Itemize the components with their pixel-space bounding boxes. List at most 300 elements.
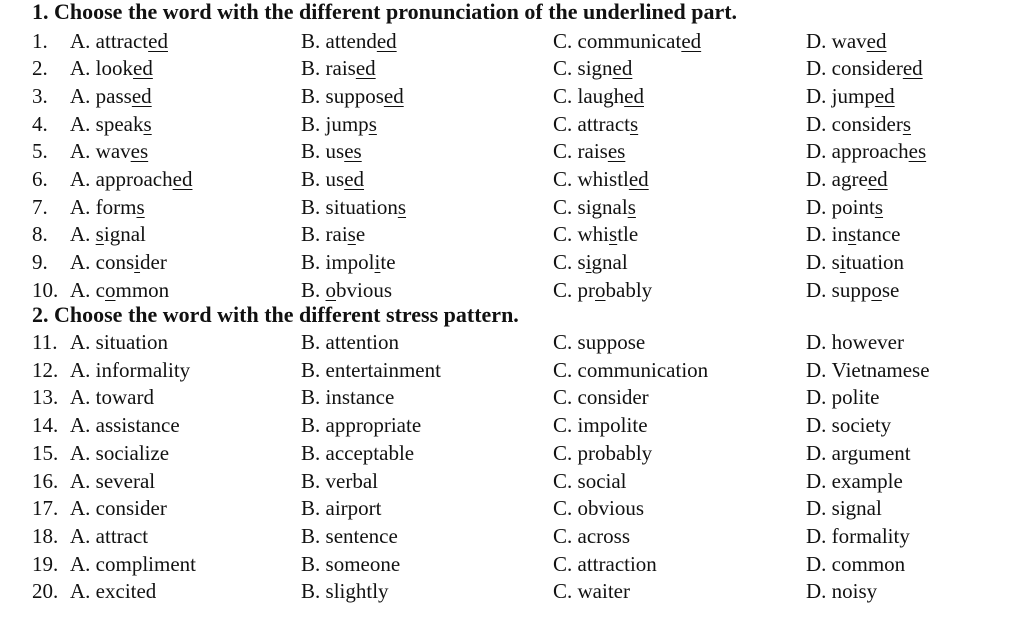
option-word-start: pass bbox=[95, 83, 132, 108]
underlined-part: es bbox=[344, 139, 362, 164]
option-word-start: in bbox=[831, 222, 849, 247]
question-row bbox=[0, 138, 1024, 166]
answer-option-d bbox=[806, 523, 910, 550]
underlined-part: ed bbox=[148, 28, 168, 53]
option-word-start: slightly bbox=[325, 579, 389, 604]
answer-option-a bbox=[70, 384, 154, 411]
option-word-start: society bbox=[831, 413, 892, 438]
answer-option-a bbox=[70, 83, 152, 110]
answer-option-a bbox=[70, 551, 196, 578]
question-row bbox=[0, 55, 1024, 83]
option-word-start: toward bbox=[95, 385, 154, 410]
option-letter: C. bbox=[553, 357, 573, 382]
answer-option-a bbox=[70, 468, 155, 495]
answer-option-d bbox=[806, 221, 901, 248]
answer-option-c bbox=[553, 28, 701, 55]
answer-option-d bbox=[806, 28, 887, 55]
option-word-start: signal bbox=[577, 194, 628, 219]
question-row bbox=[0, 468, 1024, 496]
option-word-start: consider bbox=[95, 496, 167, 521]
option-word-end: mmon bbox=[115, 277, 170, 302]
option-word-start: situation bbox=[325, 194, 398, 219]
option-word-start: consider bbox=[577, 385, 649, 410]
question-number: 19. bbox=[32, 551, 59, 576]
option-letter: D. bbox=[806, 523, 827, 548]
option-word-start: obvious bbox=[577, 496, 645, 521]
option-word-end: bvious bbox=[336, 277, 393, 302]
option-letter: C. bbox=[553, 222, 573, 247]
underlined-part: s bbox=[368, 111, 377, 136]
underlined-part: s bbox=[629, 111, 639, 136]
underlined-part: es bbox=[607, 139, 626, 164]
question-number: 9. bbox=[32, 250, 48, 275]
question-row bbox=[0, 384, 1024, 412]
option-letter: B. bbox=[301, 579, 321, 604]
answer-option-b bbox=[301, 138, 362, 165]
option-word-end: se bbox=[881, 277, 900, 302]
option-word-start: communicat bbox=[577, 28, 682, 53]
option-letter: C. bbox=[553, 413, 573, 438]
question-number: 8. bbox=[32, 222, 48, 247]
option-word-start: consider bbox=[831, 111, 903, 136]
option-word-start: acceptable bbox=[325, 440, 415, 465]
answer-option-c bbox=[553, 578, 630, 605]
option-letter: B. bbox=[301, 28, 321, 53]
option-word-start: cons bbox=[95, 250, 135, 275]
option-letter: A. bbox=[70, 440, 91, 465]
question-row bbox=[0, 495, 1024, 523]
option-letter: C. bbox=[553, 250, 573, 275]
underlined-part: es bbox=[908, 139, 927, 164]
answer-option-d bbox=[806, 412, 891, 439]
answer-option-c bbox=[553, 329, 645, 356]
answer-option-a bbox=[70, 55, 153, 82]
question-number: 6. bbox=[32, 167, 48, 191]
option-word-start: jump bbox=[325, 111, 369, 136]
option-letter: D. bbox=[806, 330, 827, 354]
answer-option-d bbox=[806, 277, 899, 304]
option-letter: A. bbox=[70, 330, 91, 354]
option-word-start: c bbox=[95, 277, 105, 302]
option-word-start: s bbox=[577, 250, 586, 275]
underlined-part: s bbox=[627, 194, 636, 219]
option-word-start: compliment bbox=[95, 551, 196, 576]
option-word-start: wav bbox=[95, 139, 131, 164]
answer-option-b bbox=[301, 249, 396, 276]
option-word-start: argument bbox=[831, 440, 911, 465]
option-word-start: impol bbox=[325, 250, 375, 275]
option-letter: A. bbox=[70, 56, 91, 81]
option-letter: C. bbox=[553, 523, 573, 548]
underlined-part: s bbox=[874, 194, 884, 219]
answer-option-c bbox=[553, 166, 649, 193]
question-number: 18. bbox=[32, 523, 59, 548]
option-letter: A. bbox=[70, 277, 91, 302]
answer-option-c bbox=[553, 357, 708, 384]
option-word-end: tuation bbox=[845, 250, 905, 275]
answer-option-b bbox=[301, 551, 400, 578]
answer-option-a bbox=[70, 221, 146, 248]
question-row bbox=[0, 111, 1024, 139]
option-letter: D. bbox=[806, 468, 827, 493]
answer-option-b bbox=[301, 194, 406, 221]
option-letter: C. bbox=[553, 28, 573, 53]
option-word-start: laugh bbox=[577, 83, 625, 108]
option-word-start: jump bbox=[831, 83, 875, 108]
option-letter: C. bbox=[553, 83, 573, 108]
question-row bbox=[0, 578, 1024, 606]
option-word-end: bably bbox=[605, 277, 653, 302]
answer-option-b bbox=[301, 357, 441, 384]
answer-option-d bbox=[806, 384, 880, 411]
option-word-start: across bbox=[577, 523, 630, 548]
underlined-part: ed bbox=[383, 83, 404, 108]
option-word-start: socialize bbox=[95, 440, 170, 465]
option-word-start: sign bbox=[577, 56, 613, 81]
option-letter: A. bbox=[70, 468, 91, 493]
underlined-part: ed bbox=[131, 83, 152, 108]
option-word-start: rais bbox=[577, 139, 608, 164]
option-letter: A. bbox=[70, 551, 91, 576]
option-word-start: attend bbox=[325, 28, 377, 53]
question-number: 1. bbox=[32, 28, 48, 53]
answer-option-c bbox=[553, 551, 657, 578]
option-letter: C. bbox=[553, 111, 573, 136]
option-letter: D. bbox=[806, 440, 827, 465]
question-row bbox=[0, 28, 1024, 56]
underlined-part: es bbox=[130, 139, 149, 164]
answer-option-d bbox=[806, 194, 883, 221]
answer-option-a bbox=[70, 111, 152, 138]
answer-option-b bbox=[301, 277, 392, 304]
option-letter: D. bbox=[806, 413, 827, 438]
option-word-start: waiter bbox=[577, 579, 630, 604]
option-word-start: several bbox=[95, 468, 156, 493]
option-letter: D. bbox=[806, 28, 827, 53]
option-word-start: suppose bbox=[577, 330, 646, 354]
answer-option-c bbox=[553, 440, 652, 467]
answer-option-a bbox=[70, 578, 156, 605]
answer-option-a bbox=[70, 329, 168, 356]
option-letter: C. bbox=[553, 139, 573, 164]
option-word-start: look bbox=[95, 56, 134, 81]
question-number: 12. bbox=[32, 357, 59, 382]
option-word-start: attention bbox=[325, 330, 399, 354]
option-word-start: example bbox=[831, 468, 903, 493]
option-letter: B. bbox=[301, 523, 321, 548]
option-letter: C. bbox=[553, 167, 573, 191]
option-letter: C. bbox=[553, 385, 573, 410]
option-letter: B. bbox=[301, 385, 321, 410]
option-letter: D. bbox=[806, 56, 827, 81]
option-word-start: verbal bbox=[325, 468, 378, 493]
option-letter: B. bbox=[301, 111, 321, 136]
answer-option-b bbox=[301, 221, 365, 248]
question-row bbox=[0, 83, 1024, 111]
answer-option-d bbox=[806, 249, 904, 276]
option-letter: C. bbox=[553, 551, 573, 576]
option-letter: A. bbox=[70, 83, 91, 108]
option-word-end: gnal bbox=[591, 250, 628, 275]
option-letter: C. bbox=[553, 330, 573, 354]
answer-option-b bbox=[301, 28, 397, 55]
answer-option-b bbox=[301, 111, 377, 138]
underlined-part: ed bbox=[867, 167, 888, 191]
option-word-start: appropriate bbox=[325, 413, 422, 438]
option-word-end: tance bbox=[856, 222, 901, 247]
question-number: 16. bbox=[32, 468, 59, 493]
answer-option-a bbox=[70, 412, 180, 439]
option-letter: D. bbox=[806, 167, 827, 191]
option-letter: D. bbox=[806, 551, 827, 576]
option-word-start: common bbox=[831, 551, 906, 576]
answer-option-c bbox=[553, 412, 648, 439]
question-row bbox=[0, 551, 1024, 579]
answer-option-a bbox=[70, 28, 168, 55]
option-word-start: airport bbox=[325, 496, 382, 521]
underlined-part: ed bbox=[344, 167, 365, 191]
option-letter: B. bbox=[301, 250, 321, 275]
option-letter: D. bbox=[806, 111, 827, 136]
option-word-start: form bbox=[95, 194, 137, 219]
answer-option-b bbox=[301, 578, 389, 605]
answer-option-d bbox=[806, 357, 930, 384]
underlined-part: ed bbox=[681, 28, 702, 53]
option-word-start: consider bbox=[831, 56, 903, 81]
answer-option-c bbox=[553, 249, 628, 276]
option-letter: B. bbox=[301, 551, 321, 576]
question-row bbox=[0, 329, 1024, 357]
option-word-start: someone bbox=[325, 551, 401, 576]
underlined-part: ed bbox=[902, 56, 923, 81]
option-word-start: agre bbox=[831, 167, 868, 191]
underlined-part: o bbox=[595, 277, 606, 302]
answer-option-a bbox=[70, 138, 148, 165]
underlined-part: ed bbox=[624, 83, 644, 108]
answer-option-c bbox=[553, 138, 625, 165]
option-word-start: attract bbox=[577, 111, 630, 136]
underlined-part: i bbox=[134, 250, 141, 275]
answer-option-d bbox=[806, 329, 904, 356]
answer-option-c bbox=[553, 495, 644, 522]
answer-option-c bbox=[553, 523, 630, 550]
underlined-part: o bbox=[105, 277, 116, 302]
option-word-end: te bbox=[380, 250, 396, 275]
option-letter: A. bbox=[70, 167, 91, 191]
option-letter: A. bbox=[70, 413, 91, 438]
option-word-start: excited bbox=[95, 579, 157, 604]
option-word-start: approach bbox=[831, 139, 909, 164]
option-word-start: pr bbox=[577, 277, 596, 302]
underlined-part: ed bbox=[612, 56, 633, 81]
answer-option-a bbox=[70, 523, 148, 550]
option-letter: D. bbox=[806, 194, 827, 219]
option-word-start: attract bbox=[95, 28, 149, 53]
underlined-part: s bbox=[143, 111, 152, 136]
answer-option-b bbox=[301, 468, 378, 495]
option-word-start: us bbox=[325, 139, 345, 164]
question-number: 17. bbox=[32, 496, 59, 521]
answer-option-b bbox=[301, 440, 414, 467]
question-row bbox=[0, 523, 1024, 551]
option-word-start: communication bbox=[577, 357, 709, 382]
option-word-start: impolite bbox=[577, 413, 648, 438]
section-1-title: 1. Choose the word with the different pronunciation of the underlined part. bbox=[32, 0, 738, 24]
question-number: 14. bbox=[32, 413, 59, 438]
question-number: 20. bbox=[32, 579, 59, 604]
option-letter: B. bbox=[301, 83, 321, 108]
question-number: 3. bbox=[32, 83, 48, 108]
answer-option-c bbox=[553, 111, 638, 138]
option-word-start: whistl bbox=[577, 167, 629, 191]
option-letter: A. bbox=[70, 139, 91, 164]
option-letter: B. bbox=[301, 222, 321, 247]
answer-option-d bbox=[806, 578, 877, 605]
option-letter: C. bbox=[553, 277, 573, 302]
question-number: 2. bbox=[32, 56, 48, 81]
option-word-start: formality bbox=[831, 523, 910, 548]
option-word-end: e bbox=[355, 222, 366, 247]
option-letter: D. bbox=[806, 496, 827, 521]
option-letter: C. bbox=[553, 496, 573, 521]
underlined-part: s bbox=[397, 194, 407, 219]
option-letter: A. bbox=[70, 28, 91, 53]
underlined-part: ed bbox=[355, 56, 376, 81]
question-number: 13. bbox=[32, 385, 59, 410]
option-word-start: noisy bbox=[831, 579, 878, 604]
option-word-start: s bbox=[831, 250, 840, 275]
option-word-start: attract bbox=[95, 523, 149, 548]
option-letter: D. bbox=[806, 579, 827, 604]
option-word-start: wav bbox=[831, 28, 867, 53]
underlined-part: i bbox=[585, 250, 592, 275]
option-word-start: informality bbox=[95, 357, 191, 382]
option-word-start: probably bbox=[577, 440, 653, 465]
option-word-start: attraction bbox=[577, 551, 657, 576]
answer-option-d bbox=[806, 468, 903, 495]
answer-option-a bbox=[70, 495, 167, 522]
underlined-part: s bbox=[347, 222, 356, 247]
underlined-part: s bbox=[136, 194, 145, 219]
option-word-start: signal bbox=[831, 496, 882, 521]
option-letter: A. bbox=[70, 357, 91, 382]
answer-option-d bbox=[806, 440, 911, 467]
answer-option-b bbox=[301, 166, 364, 193]
option-word-start: assistance bbox=[95, 413, 180, 438]
option-word-start: supp bbox=[831, 277, 872, 302]
underlined-part: s bbox=[95, 222, 104, 247]
answer-option-c bbox=[553, 277, 652, 304]
question-number: 5. bbox=[32, 139, 48, 164]
answer-option-d bbox=[806, 166, 888, 193]
option-letter: A. bbox=[70, 250, 91, 275]
answer-option-c bbox=[553, 221, 638, 248]
answer-option-b bbox=[301, 83, 404, 110]
question-row bbox=[0, 440, 1024, 468]
question-row bbox=[0, 277, 1024, 305]
question-number: 10. bbox=[32, 277, 59, 302]
underlined-part: s bbox=[609, 222, 618, 247]
answer-option-c bbox=[553, 83, 644, 110]
option-word-start: rais bbox=[325, 56, 356, 81]
option-word-start: polite bbox=[831, 385, 880, 410]
underlined-part: ed bbox=[628, 167, 649, 191]
option-letter: C. bbox=[553, 56, 573, 81]
option-letter: B. bbox=[301, 468, 321, 493]
option-word-start: situation bbox=[95, 330, 169, 354]
option-letter: A. bbox=[70, 523, 91, 548]
answer-option-a bbox=[70, 440, 169, 467]
option-word-start: rai bbox=[325, 222, 348, 247]
underlined-part: ed bbox=[133, 56, 153, 81]
option-letter: B. bbox=[301, 440, 321, 465]
question-number: 11. bbox=[32, 330, 58, 354]
question-row bbox=[0, 221, 1024, 249]
option-letter: D. bbox=[806, 139, 827, 164]
answer-option-a bbox=[70, 249, 167, 276]
option-letter: C. bbox=[553, 440, 573, 465]
option-letter: D. bbox=[806, 250, 827, 275]
answer-option-d bbox=[806, 551, 905, 578]
answer-option-b bbox=[301, 384, 394, 411]
question-number: 4. bbox=[32, 111, 48, 136]
question-row bbox=[0, 194, 1024, 222]
question-row bbox=[0, 249, 1024, 277]
answer-option-d bbox=[806, 83, 895, 110]
option-word-start: instance bbox=[325, 385, 395, 410]
option-letter: C. bbox=[553, 579, 573, 604]
underlined-part: i bbox=[374, 250, 381, 275]
option-word-end: tle bbox=[617, 222, 639, 247]
question-number: 15. bbox=[32, 440, 59, 465]
option-word-start: point bbox=[831, 194, 875, 219]
answer-option-b bbox=[301, 412, 421, 439]
option-word-start: however bbox=[831, 330, 904, 354]
underlined-part: o bbox=[871, 277, 882, 302]
option-letter: B. bbox=[301, 277, 321, 302]
underlined-part: ed bbox=[866, 28, 887, 53]
answer-option-b bbox=[301, 495, 382, 522]
answer-option-c bbox=[553, 55, 632, 82]
answer-option-a bbox=[70, 277, 169, 304]
option-letter: D. bbox=[806, 222, 827, 247]
section-2-title: 2. Choose the word with the different stress pattern. bbox=[32, 302, 519, 327]
option-word-start: speak bbox=[95, 111, 144, 136]
option-word-start: suppos bbox=[325, 83, 384, 108]
answer-option-d bbox=[806, 495, 882, 522]
option-letter: B. bbox=[301, 357, 321, 382]
answer-option-a bbox=[70, 194, 145, 221]
answer-option-a bbox=[70, 357, 190, 384]
option-word-start: entertainment bbox=[325, 357, 441, 382]
option-letter: A. bbox=[70, 194, 91, 219]
option-word-start: social bbox=[577, 468, 627, 493]
answer-option-c bbox=[553, 194, 636, 221]
underlined-part: ed bbox=[376, 28, 397, 53]
question-number: 7. bbox=[32, 194, 48, 219]
question-row bbox=[0, 357, 1024, 385]
question-row bbox=[0, 166, 1024, 194]
option-word-end: ignal bbox=[103, 222, 146, 247]
option-letter: C. bbox=[553, 468, 573, 493]
answer-option-c bbox=[553, 468, 627, 495]
option-letter: A. bbox=[70, 222, 91, 247]
option-letter: B. bbox=[301, 413, 321, 438]
option-letter: D. bbox=[806, 385, 827, 410]
option-letter: B. bbox=[301, 194, 321, 219]
underlined-part: ed bbox=[172, 167, 193, 191]
underlined-part: s bbox=[902, 111, 912, 136]
